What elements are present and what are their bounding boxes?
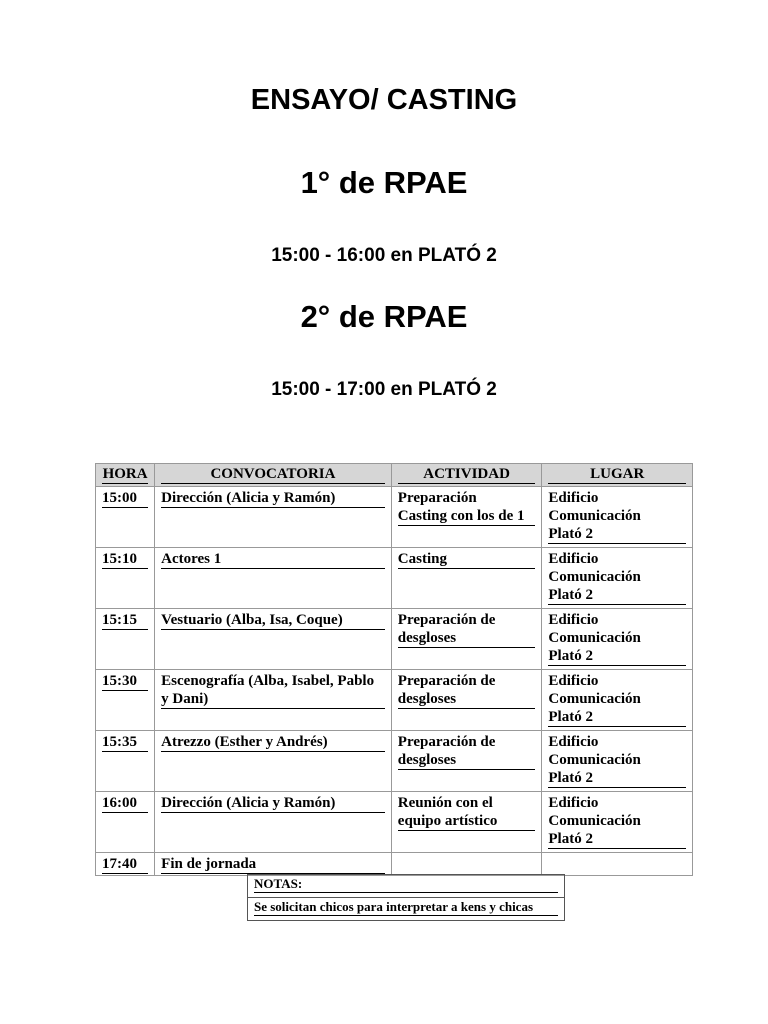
cell-actividad: Preparación de desgloses (391, 609, 542, 670)
section1-title: 1° de RPAE (300, 165, 468, 200)
column-header-hora: HORA (96, 464, 155, 487)
cell-convocatoria: Escenografía (Alba, Isabel, Pablo y Dani) (155, 670, 392, 731)
notes-heading: NOTAS: (248, 875, 565, 898)
notes-text: Se solicitan chicos para interpretar a kens y chicas (248, 898, 565, 921)
column-header-lugar: LUGAR (542, 464, 693, 487)
section1-time: 15:00 - 16:00 en PLATÓ 2 (271, 245, 497, 266)
cell-hora: 17:40 (96, 853, 155, 876)
table-row (96, 487, 693, 548)
cell-convocatoria: Actores 1 (155, 548, 392, 609)
table-row (96, 609, 693, 670)
cell-actividad: Reunión con el equipo artístico (391, 792, 542, 853)
cell-lugar: Edificio Comunicación Plató 2 (542, 731, 693, 792)
cell-actividad: Casting (391, 548, 542, 609)
page-title: ENSAYO/ CASTING (250, 84, 518, 116)
cell-actividad: Preparación de desgloses (391, 731, 542, 792)
cell-hora: 16:00 (96, 792, 155, 853)
schedule-table (95, 463, 693, 876)
cell-actividad: Preparación de desgloses (391, 670, 542, 731)
cell-actividad: Preparación Casting con los de 1 (391, 487, 542, 548)
cell-hora: 15:00 (96, 487, 155, 548)
cell-lugar: Edificio Comunicación Plató 2 (542, 792, 693, 853)
cell-actividad (391, 853, 542, 876)
table-row (96, 548, 693, 609)
cell-convocatoria: Vestuario (Alba, Isa, Coque) (155, 609, 392, 670)
cell-convocatoria: Dirección (Alicia y Ramón) (155, 487, 392, 548)
schedule-header-row (96, 464, 693, 487)
notes-box (247, 874, 565, 921)
cell-hora: 15:15 (96, 609, 155, 670)
column-header-convocatoria: CONVOCATORIA (155, 464, 392, 487)
cell-lugar: Edificio Comunicación Plató 2 (542, 609, 693, 670)
section2-time: 15:00 - 17:00 en PLATÓ 2 (271, 379, 497, 400)
table-row (96, 731, 693, 792)
cell-lugar (542, 853, 693, 876)
column-header-actividad: ACTIVIDAD (391, 464, 542, 487)
cell-lugar: Edificio Comunicación Plató 2 (542, 670, 693, 731)
cell-lugar: Edificio Comunicación Plató 2 (542, 487, 693, 548)
cell-convocatoria: Dirección (Alicia y Ramón) (155, 792, 392, 853)
table-row (96, 670, 693, 731)
table-row (96, 792, 693, 853)
cell-lugar: Edificio Comunicación Plató 2 (542, 548, 693, 609)
section2-title: 2° de RPAE (300, 299, 468, 334)
cell-hora: 15:10 (96, 548, 155, 609)
cell-hora: 15:35 (96, 731, 155, 792)
table-row (96, 853, 693, 876)
cell-hora: 15:30 (96, 670, 155, 731)
cell-convocatoria: Atrezzo (Esther y Andrés) (155, 731, 392, 792)
cell-convocatoria: Fin de jornada (155, 853, 392, 876)
